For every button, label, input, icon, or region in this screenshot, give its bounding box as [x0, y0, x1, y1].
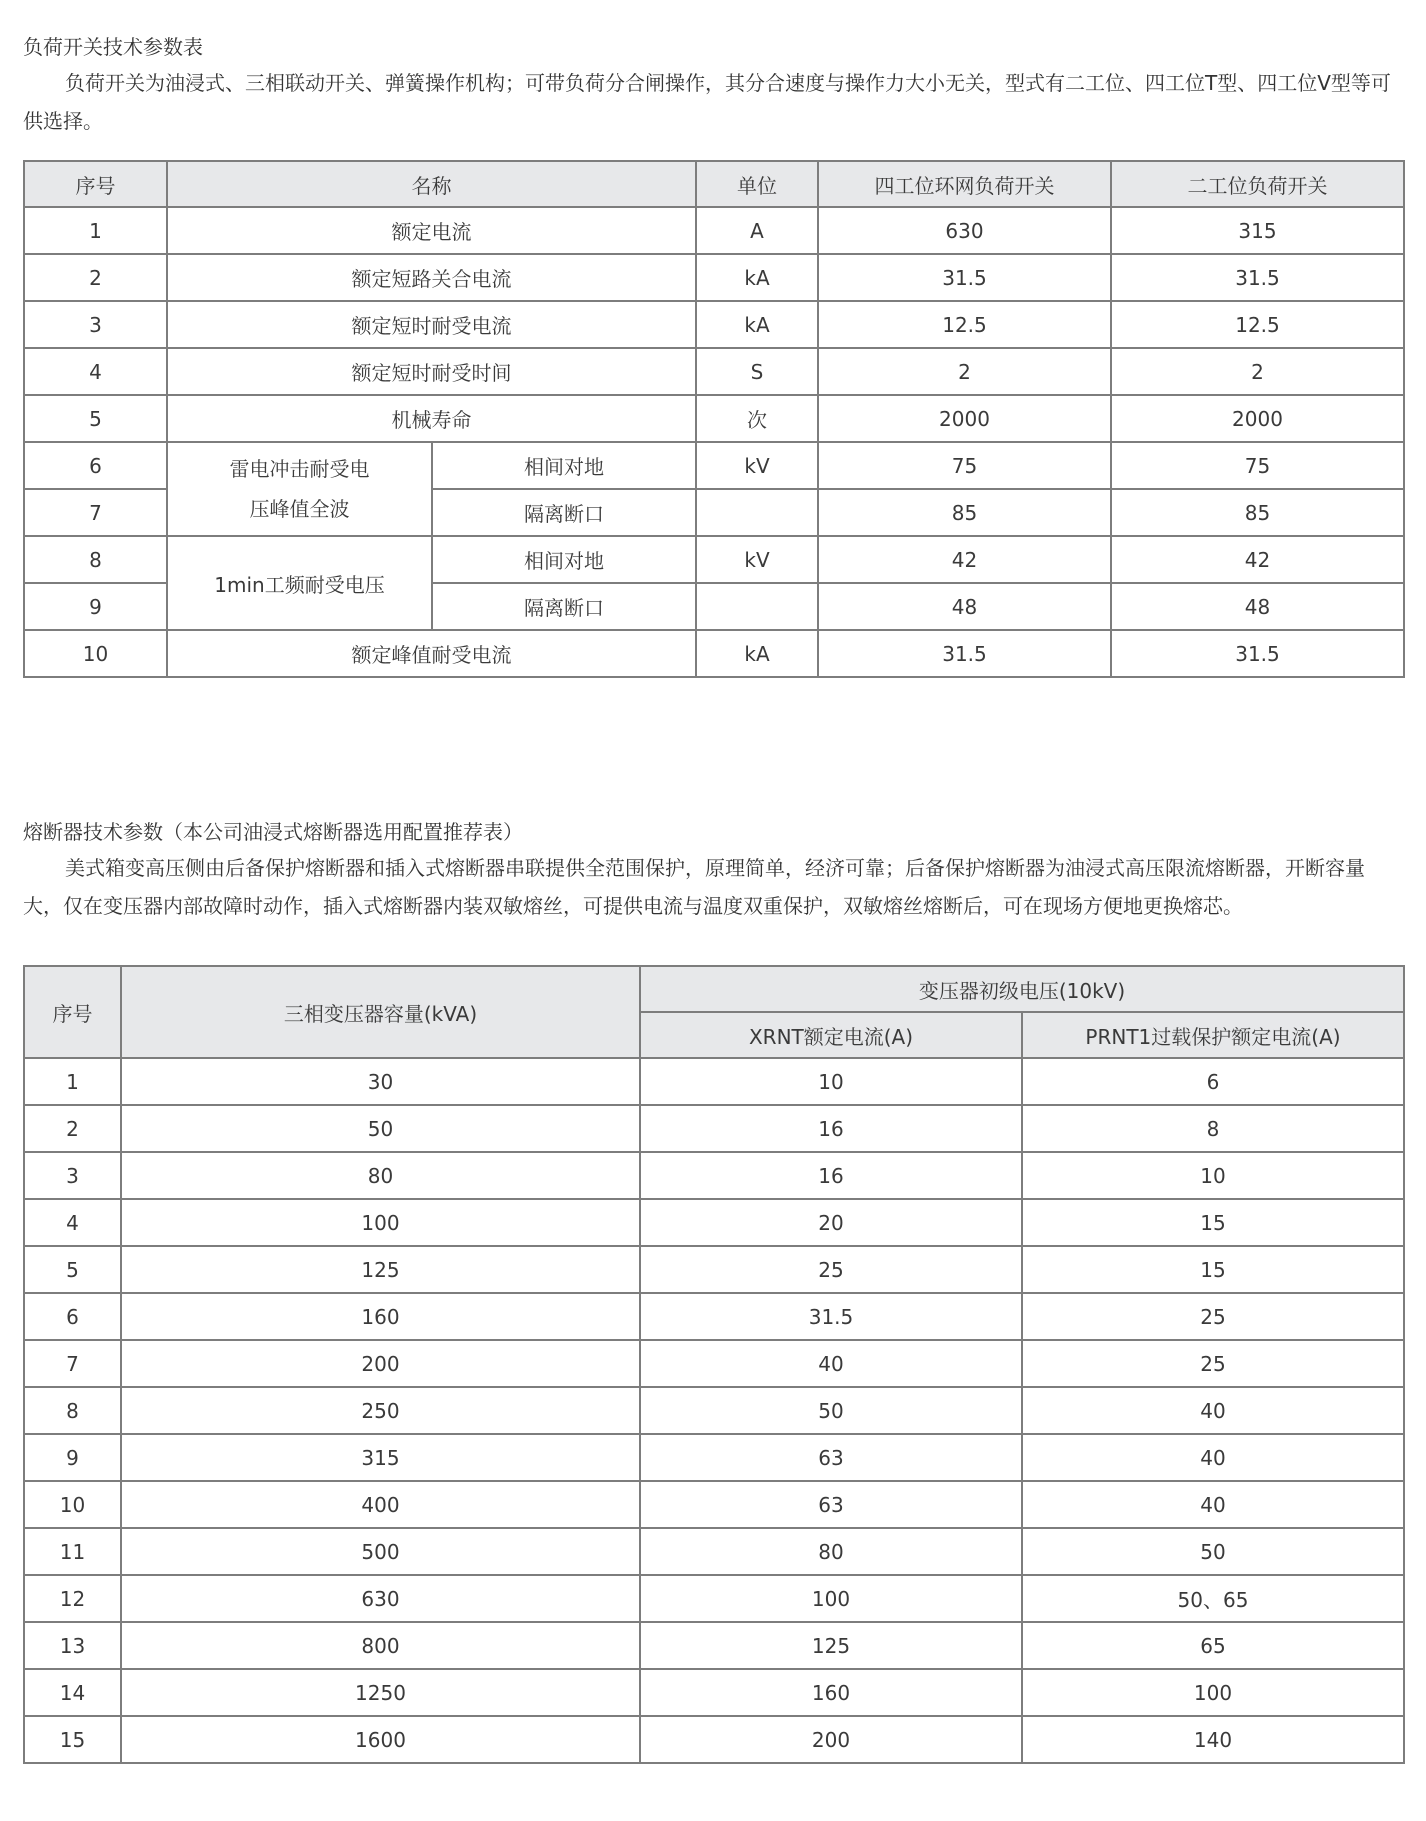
table-row — [24, 1387, 1404, 1434]
table-row — [24, 348, 1404, 395]
cell-four: 630 — [818, 207, 1111, 254]
table-row — [24, 1669, 1404, 1716]
cell-xrnt: 40 — [640, 1340, 1022, 1387]
cell-two: 48 — [1111, 583, 1404, 630]
cell-two: 2 — [1111, 348, 1404, 395]
cell-no: 3 — [24, 301, 167, 348]
cell-xrnt: 31.5 — [640, 1293, 1022, 1340]
cell-xrnt: 125 — [640, 1622, 1022, 1669]
load-switch-table — [23, 160, 1405, 678]
cell-prnt: 100 — [1022, 1669, 1404, 1716]
section-intro: 负荷开关为油浸式、三相联动开关、弹簧操作机构；可带负荷分合闸操作，其分合速度与操作力大小无关，型式有二工位、四工位T型、四工位V型等可供选择。 — [23, 71, 1391, 133]
header-name: 名称 — [167, 161, 696, 207]
cell-no: 5 — [24, 1246, 121, 1293]
cell-unit — [696, 583, 818, 630]
cell-unit: kA — [696, 254, 818, 301]
cell-unit: 次 — [696, 395, 818, 442]
cell-four: 48 — [818, 583, 1111, 630]
cell-no: 9 — [24, 583, 167, 630]
load-switch-section — [23, 30, 1403, 678]
table-row — [24, 207, 1404, 254]
table-row — [24, 1528, 1404, 1575]
cell-prnt: 50、65 — [1022, 1575, 1404, 1622]
cell-name: 机械寿命 — [167, 395, 696, 442]
table-row — [24, 1575, 1404, 1622]
cell-no: 8 — [24, 536, 167, 583]
cell-xrnt: 160 — [640, 1669, 1022, 1716]
cell-two: 2000 — [1111, 395, 1404, 442]
cell-four: 2000 — [818, 395, 1111, 442]
cell-unit: kA — [696, 301, 818, 348]
cell-unit — [696, 489, 818, 536]
cell-four: 31.5 — [818, 254, 1111, 301]
cell-kva: 200 — [121, 1340, 640, 1387]
cell-kva: 125 — [121, 1246, 640, 1293]
cell-no: 11 — [24, 1528, 121, 1575]
cell-no: 13 — [24, 1622, 121, 1669]
cell-prnt: 6 — [1022, 1058, 1404, 1105]
table-header-row — [24, 161, 1404, 207]
cell-no: 1 — [24, 207, 167, 254]
table-row — [24, 1246, 1404, 1293]
cell-two: 31.5 — [1111, 254, 1404, 301]
cell-no: 1 — [24, 1058, 121, 1105]
cell-kva: 315 — [121, 1434, 640, 1481]
cell-two: 75 — [1111, 442, 1404, 489]
cell-kva: 800 — [121, 1622, 640, 1669]
cell-four: 2 — [818, 348, 1111, 395]
cell-two: 315 — [1111, 207, 1404, 254]
cell-two: 12.5 — [1111, 301, 1404, 348]
cell-xrnt: 16 — [640, 1105, 1022, 1152]
cell-no: 6 — [24, 442, 167, 489]
cell-no: 14 — [24, 1669, 121, 1716]
cell-no: 12 — [24, 1575, 121, 1622]
table-row — [24, 442, 1404, 489]
cell-prnt: 40 — [1022, 1481, 1404, 1528]
table-row — [24, 630, 1404, 677]
fuse-table — [23, 965, 1405, 1764]
cell-prnt: 10 — [1022, 1152, 1404, 1199]
cell-no: 4 — [24, 348, 167, 395]
cell-name: 额定短路关合电流 — [167, 254, 696, 301]
table-row — [24, 1152, 1404, 1199]
cell-prnt: 65 — [1022, 1622, 1404, 1669]
cell-xrnt: 20 — [640, 1199, 1022, 1246]
cell-prnt: 40 — [1022, 1434, 1404, 1481]
cell-prnt: 25 — [1022, 1293, 1404, 1340]
table-row — [24, 1058, 1404, 1105]
header-xrnt: XRNT额定电流(A) — [640, 1012, 1022, 1058]
cell-xrnt: 100 — [640, 1575, 1022, 1622]
cell-no: 5 — [24, 395, 167, 442]
table-row — [24, 1481, 1404, 1528]
cell-sub: 隔离断口 — [432, 583, 696, 630]
cell-unit: S — [696, 348, 818, 395]
table-row — [24, 395, 1404, 442]
table-row — [24, 536, 1404, 583]
cell-no: 10 — [24, 630, 167, 677]
header-four-position: 四工位环网负荷开关 — [818, 161, 1111, 207]
cell-four: 75 — [818, 442, 1111, 489]
section-title: 熔断器技术参数（本公司油浸式熔断器选用配置推荐表） — [23, 820, 523, 844]
cell-xrnt: 25 — [640, 1246, 1022, 1293]
cell-no: 6 — [24, 1293, 121, 1340]
table-row — [24, 301, 1404, 348]
header-voltage-group: 变压器初级电压(10kV) — [640, 966, 1404, 1012]
header-two-position: 二工位负荷开关 — [1111, 161, 1404, 207]
table-row — [24, 1293, 1404, 1340]
cell-no: 15 — [24, 1716, 121, 1763]
cell-name: 额定短时耐受电流 — [167, 301, 696, 348]
cell-kva: 500 — [121, 1528, 640, 1575]
cell-xrnt: 10 — [640, 1058, 1022, 1105]
cell-unit: kA — [696, 630, 818, 677]
header-no: 序号 — [24, 161, 167, 207]
cell-four: 31.5 — [818, 630, 1111, 677]
cell-kva: 400 — [121, 1481, 640, 1528]
cell-sub: 相间对地 — [432, 442, 696, 489]
cell-xrnt: 50 — [640, 1387, 1022, 1434]
table-row — [24, 1716, 1404, 1763]
cell-xrnt: 80 — [640, 1528, 1022, 1575]
section-title: 负荷开关技术参数表 — [23, 35, 203, 59]
header-capacity: 三相变压器容量(kVA) — [121, 966, 640, 1058]
cell-no: 7 — [24, 489, 167, 536]
header-prnt: PRNT1过载保护额定电流(A) — [1022, 1012, 1404, 1058]
cell-name: 额定电流 — [167, 207, 696, 254]
cell-no: 2 — [24, 1105, 121, 1152]
cell-kva: 100 — [121, 1199, 640, 1246]
cell-kva: 1600 — [121, 1716, 640, 1763]
cell-kva: 50 — [121, 1105, 640, 1152]
cell-sub: 隔离断口 — [432, 489, 696, 536]
cell-name: 额定短时耐受时间 — [167, 348, 696, 395]
cell-xrnt: 63 — [640, 1434, 1022, 1481]
table-header-row — [24, 966, 1404, 1012]
cell-sub: 相间对地 — [432, 536, 696, 583]
cell-no: 2 — [24, 254, 167, 301]
cell-unit: kV — [696, 536, 818, 583]
cell-prnt: 15 — [1022, 1199, 1404, 1246]
cell-four: 12.5 — [818, 301, 1111, 348]
cell-kva: 1250 — [121, 1669, 640, 1716]
table-row — [24, 1622, 1404, 1669]
section-intro: 美式箱变高压侧由后备保护熔断器和插入式熔断器串联提供全范围保护，原理简单，经济可靠；后备保护熔断器为油浸式高压限流熔断器，开断容量大，仅在变压器内部故障时动作，插入式熔断器内装双敏熔丝，可提供电流与温度双重保护，双敏熔丝熔断后，可在现场方便地更换熔芯。 — [23, 856, 1365, 918]
table-row — [24, 1434, 1404, 1481]
table-row — [24, 1199, 1404, 1246]
cell-two: 31.5 — [1111, 630, 1404, 677]
cell-no: 9 — [24, 1434, 121, 1481]
cell-kva: 250 — [121, 1387, 640, 1434]
cell-kva: 160 — [121, 1293, 640, 1340]
header-unit: 单位 — [696, 161, 818, 207]
cell-group: 1min工频耐受电压 — [167, 536, 432, 630]
cell-xrnt: 16 — [640, 1152, 1022, 1199]
cell-prnt: 40 — [1022, 1387, 1404, 1434]
table-row — [24, 254, 1404, 301]
cell-xrnt: 63 — [640, 1481, 1022, 1528]
cell-prnt: 140 — [1022, 1716, 1404, 1763]
header-no: 序号 — [24, 966, 121, 1058]
fuse-section — [23, 815, 1403, 1764]
cell-no: 4 — [24, 1199, 121, 1246]
cell-kva: 30 — [121, 1058, 640, 1105]
cell-name: 额定峰值耐受电流 — [167, 630, 696, 677]
cell-two: 42 — [1111, 536, 1404, 583]
cell-no: 3 — [24, 1152, 121, 1199]
cell-group: 雷电冲击耐受电压峰值全波 — [167, 442, 432, 536]
cell-kva: 80 — [121, 1152, 640, 1199]
cell-prnt: 50 — [1022, 1528, 1404, 1575]
cell-four: 42 — [818, 536, 1111, 583]
cell-unit: A — [696, 207, 818, 254]
cell-no: 8 — [24, 1387, 121, 1434]
cell-prnt: 8 — [1022, 1105, 1404, 1152]
cell-two: 85 — [1111, 489, 1404, 536]
cell-no: 7 — [24, 1340, 121, 1387]
table-row — [24, 1340, 1404, 1387]
cell-unit: kV — [696, 442, 818, 489]
cell-prnt: 15 — [1022, 1246, 1404, 1293]
cell-no: 10 — [24, 1481, 121, 1528]
cell-four: 85 — [818, 489, 1111, 536]
cell-kva: 630 — [121, 1575, 640, 1622]
cell-xrnt: 200 — [640, 1716, 1022, 1763]
cell-prnt: 25 — [1022, 1340, 1404, 1387]
table-row — [24, 1105, 1404, 1152]
